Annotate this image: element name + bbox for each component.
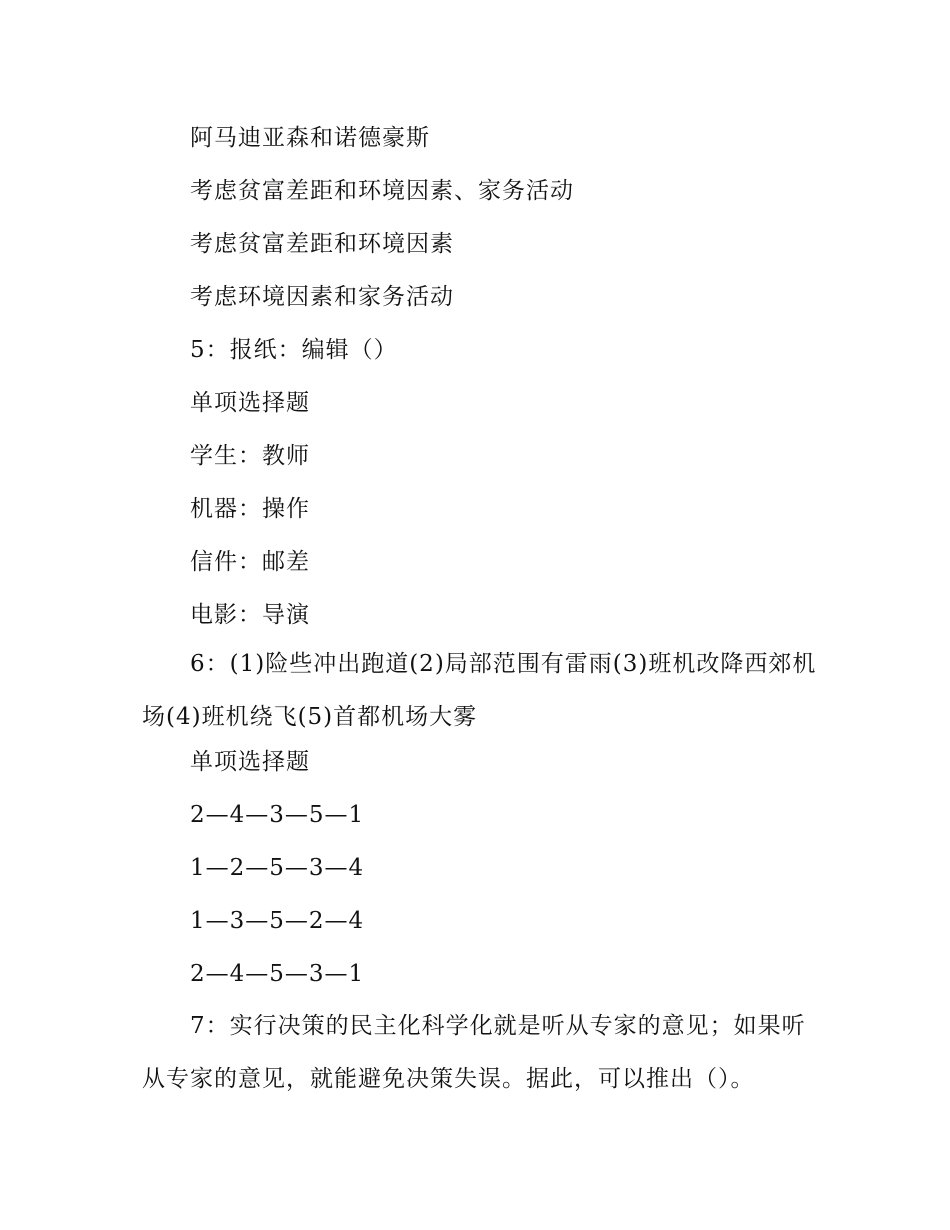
- q5-option-b: 机器：操作: [190, 496, 310, 522]
- q6-question: 6：(1)险些冲出跑道(2)局部范围有雷雨(3)班机改降西郊机场(4)班机绕飞(5)首都机场大雾: [142, 651, 817, 730]
- q5-option-a: 学生：教师: [190, 443, 310, 469]
- q5-type: 单项选择题: [190, 390, 310, 416]
- q6-option-d: 2—4—5—3—1: [190, 961, 365, 987]
- q4-option-c: 考虑贫富差距和环境因素: [190, 231, 454, 257]
- q4-option-d: 考虑环境因素和家务活动: [190, 284, 454, 310]
- q5-question: 5：报纸：编辑（）: [190, 337, 398, 363]
- q5-option-c: 信件：邮差: [190, 549, 310, 575]
- q4-option-b: 考虑贫富差距和环境因素、家务活动: [190, 178, 574, 204]
- q6-type: 单项选择题: [190, 749, 310, 775]
- q6-option-a: 2—4—3—5—1: [190, 802, 365, 828]
- q5-option-d: 电影：导演: [190, 602, 310, 628]
- q4-option-a: 阿马迪亚森和诺德豪斯: [190, 125, 430, 151]
- q6-option-c: 1—3—5—2—4: [190, 908, 365, 934]
- q6-option-b: 1—2—5—3—4: [190, 855, 365, 881]
- q7-question: 7：实行决策的民主化科学化就是听从专家的意见；如果听从专家的意见，就能避免决策失误。据此，可以推出（）。: [142, 1013, 806, 1092]
